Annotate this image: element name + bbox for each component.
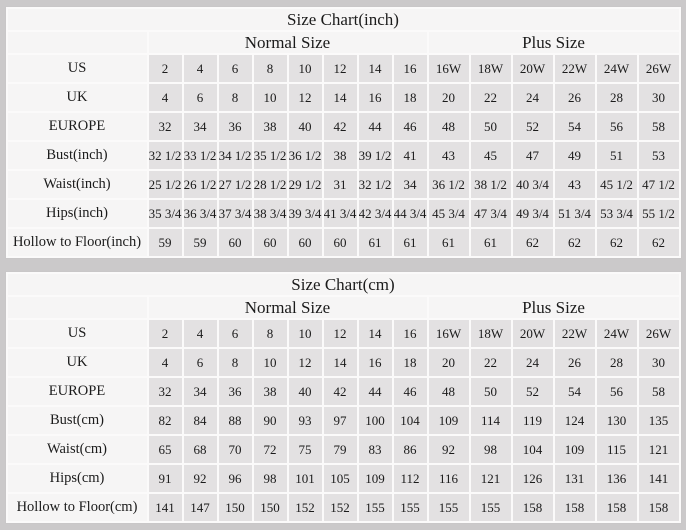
size-cell: 51 [597, 142, 637, 169]
size-cell: 147 [184, 494, 217, 521]
size-cell: 14 [324, 349, 357, 376]
size-cell: 28 [597, 349, 637, 376]
size-cell: 62 [639, 229, 679, 256]
size-cell: 4 [184, 55, 217, 82]
size-cell: 10 [254, 349, 287, 376]
size-cell: 62 [597, 229, 637, 256]
row-label-hips: Hips(inch) [8, 200, 147, 227]
size-cell: 16 [359, 349, 392, 376]
row-label-bust: Bust(cm) [8, 407, 147, 434]
size-cell: 18W [471, 320, 511, 347]
size-cell: 8 [219, 349, 252, 376]
size-cell: 36 [219, 378, 252, 405]
size-cell: 28 [597, 84, 637, 111]
size-cell: 52 [513, 113, 553, 140]
size-cell: 155 [429, 494, 469, 521]
size-cell: 40 [289, 113, 322, 140]
size-cell: 4 [149, 84, 182, 111]
size-cell: 70 [219, 436, 252, 463]
size-cell: 16W [429, 320, 469, 347]
size-cell: 8 [219, 84, 252, 111]
row-label-uk: UK [8, 84, 147, 111]
size-cell: 96 [219, 465, 252, 492]
size-cell: 150 [219, 494, 252, 521]
size-cell: 26W [639, 55, 679, 82]
corner-cell [8, 32, 147, 53]
table-title: Size Chart(inch) [8, 9, 679, 30]
size-cell: 121 [639, 436, 679, 463]
size-cell: 50 [471, 113, 511, 140]
table-title: Size Chart(cm) [8, 274, 679, 295]
row-label-hollow-to-floor: Hollow to Floor(cm) [8, 494, 147, 521]
size-cell: 39 1/2 [359, 142, 392, 169]
size-cell: 14 [359, 55, 392, 82]
size-cell: 38 [254, 378, 287, 405]
size-cell: 36 1/2 [289, 142, 322, 169]
size-cell: 25 1/2 [149, 171, 182, 198]
row-label-us: US [8, 55, 147, 82]
size-cell: 48 [429, 113, 469, 140]
size-cell: 31 [324, 171, 357, 198]
size-cell: 45 [471, 142, 511, 169]
size-cell: 38 [254, 113, 287, 140]
table-row-europe [8, 113, 679, 140]
size-cell: 36 [219, 113, 252, 140]
size-cell: 6 [184, 84, 217, 111]
size-cell: 45 1/2 [597, 171, 637, 198]
size-cell: 93 [289, 407, 322, 434]
size-cell: 42 3/4 [359, 200, 392, 227]
size-cell: 16 [394, 320, 427, 347]
table-row-hollow-to-floor [8, 494, 679, 521]
size-cell: 20 [429, 349, 469, 376]
size-cell: 121 [471, 465, 511, 492]
size-cell: 98 [254, 465, 287, 492]
table-row-hollow-to-floor [8, 229, 679, 256]
size-cell: 38 3/4 [254, 200, 287, 227]
size-cell: 92 [429, 436, 469, 463]
size-cell: 158 [639, 494, 679, 521]
size-cell: 34 [184, 113, 217, 140]
size-cell: 104 [394, 407, 427, 434]
size-cell: 28 1/2 [254, 171, 287, 198]
size-cell: 92 [184, 465, 217, 492]
size-cell: 61 [471, 229, 511, 256]
size-cell: 124 [555, 407, 595, 434]
size-cell: 12 [324, 320, 357, 347]
size-cell: 152 [324, 494, 357, 521]
size-cell: 61 [394, 229, 427, 256]
size-cell: 135 [639, 407, 679, 434]
size-cell: 45 3/4 [429, 200, 469, 227]
size-cell: 47 3/4 [471, 200, 511, 227]
size-cell: 60 [289, 229, 322, 256]
size-cell: 24 [513, 84, 553, 111]
size-cell: 14 [359, 320, 392, 347]
row-label-hollow-to-floor: Hollow to Floor(inch) [8, 229, 147, 256]
size-cell: 30 [639, 84, 679, 111]
group-header-normal: Normal Size [149, 297, 427, 318]
table-row-hips [8, 465, 679, 492]
size-cell: 35 1/2 [254, 142, 287, 169]
table-row-bust [8, 142, 679, 169]
size-cell: 52 [513, 378, 553, 405]
size-cell: 72 [254, 436, 287, 463]
size-cell: 26W [639, 320, 679, 347]
size-cell: 43 [429, 142, 469, 169]
size-cell: 10 [254, 84, 287, 111]
size-cell: 32 1/2 [149, 142, 182, 169]
size-cell: 36 1/2 [429, 171, 469, 198]
size-cell: 68 [184, 436, 217, 463]
size-cell: 6 [184, 349, 217, 376]
size-cell: 48 [429, 378, 469, 405]
size-cell: 38 1/2 [471, 171, 511, 198]
size-cell: 33 1/2 [184, 142, 217, 169]
size-cell: 20W [513, 55, 553, 82]
size-cell: 8 [254, 55, 287, 82]
size-cell: 83 [359, 436, 392, 463]
row-label-europe: EUROPE [8, 378, 147, 405]
size-cell: 26 [555, 349, 595, 376]
table-row-us [8, 55, 679, 82]
size-cell: 42 [324, 378, 357, 405]
size-cell: 119 [513, 407, 553, 434]
size-cell: 22W [555, 55, 595, 82]
size-cell: 42 [324, 113, 357, 140]
size-cell: 12 [289, 84, 322, 111]
row-label-us: US [8, 320, 147, 347]
size-cell: 24W [597, 55, 637, 82]
size-cell: 40 [289, 378, 322, 405]
size-cell: 27 1/2 [219, 171, 252, 198]
size-cell: 4 [149, 349, 182, 376]
table-row-bust [8, 407, 679, 434]
size-cell: 116 [429, 465, 469, 492]
size-cell: 49 3/4 [513, 200, 553, 227]
size-cell: 46 [394, 378, 427, 405]
size-cell: 155 [471, 494, 511, 521]
size-cell: 18 [394, 349, 427, 376]
size-cell: 34 [394, 171, 427, 198]
table-row-waist [8, 436, 679, 463]
size-cell: 90 [254, 407, 287, 434]
size-cell: 34 1/2 [219, 142, 252, 169]
size-cell: 112 [394, 465, 427, 492]
size-cell: 54 [555, 113, 595, 140]
table-row-europe [8, 378, 679, 405]
size-cell: 6 [219, 55, 252, 82]
size-cell: 86 [394, 436, 427, 463]
table-row-uk [8, 84, 679, 111]
size-cell: 100 [359, 407, 392, 434]
size-cell: 58 [639, 378, 679, 405]
table-row-us [8, 320, 679, 347]
size-cell: 37 3/4 [219, 200, 252, 227]
size-cell: 20 [429, 84, 469, 111]
size-cell: 10 [289, 320, 322, 347]
size-cell: 150 [254, 494, 287, 521]
size-cell: 24W [597, 320, 637, 347]
size-cell: 115 [597, 436, 637, 463]
group-header-plus: Plus Size [429, 32, 679, 53]
size-cell: 105 [324, 465, 357, 492]
size-cell: 54 [555, 378, 595, 405]
size-cell: 16W [429, 55, 469, 82]
size-cell: 109 [555, 436, 595, 463]
size-cell: 10 [289, 55, 322, 82]
row-label-bust: Bust(inch) [8, 142, 147, 169]
size-cell: 18 [394, 84, 427, 111]
size-cell: 22 [471, 349, 511, 376]
size-cell: 32 1/2 [359, 171, 392, 198]
size-cell: 58 [639, 113, 679, 140]
size-cell: 104 [513, 436, 553, 463]
size-cell: 130 [597, 407, 637, 434]
size-cell: 44 [359, 113, 392, 140]
size-cell: 44 [359, 378, 392, 405]
size-cell: 155 [394, 494, 427, 521]
size-cell: 24 [513, 349, 553, 376]
size-cell: 4 [184, 320, 217, 347]
size-cell: 60 [219, 229, 252, 256]
size-cell: 8 [254, 320, 287, 347]
size-cell: 152 [289, 494, 322, 521]
size-cell: 47 [513, 142, 553, 169]
corner-cell [8, 297, 147, 318]
size-cell: 88 [219, 407, 252, 434]
size-chart-cm-table [5, 271, 682, 524]
row-label-waist: Waist(cm) [8, 436, 147, 463]
row-label-uk: UK [8, 349, 147, 376]
size-cell: 84 [184, 407, 217, 434]
size-cell: 155 [359, 494, 392, 521]
size-cell: 38 [324, 142, 357, 169]
size-cell: 65 [149, 436, 182, 463]
size-cell: 43 [555, 171, 595, 198]
size-cell: 79 [324, 436, 357, 463]
size-cell: 50 [471, 378, 511, 405]
size-cell: 60 [324, 229, 357, 256]
size-cell: 82 [149, 407, 182, 434]
size-cell: 114 [471, 407, 511, 434]
size-cell: 56 [597, 378, 637, 405]
row-label-hips: Hips(cm) [8, 465, 147, 492]
size-cell: 22 [471, 84, 511, 111]
size-cell: 59 [184, 229, 217, 256]
size-cell: 53 3/4 [597, 200, 637, 227]
size-cell: 109 [359, 465, 392, 492]
table-row-waist [8, 171, 679, 198]
size-cell: 41 3/4 [324, 200, 357, 227]
group-header-normal: Normal Size [149, 32, 427, 53]
size-cell: 131 [555, 465, 595, 492]
size-cell: 53 [639, 142, 679, 169]
size-cell: 20W [513, 320, 553, 347]
size-cell: 12 [289, 349, 322, 376]
size-cell: 59 [149, 229, 182, 256]
size-cell: 26 1/2 [184, 171, 217, 198]
size-cell: 62 [555, 229, 595, 256]
size-cell: 26 [555, 84, 595, 111]
size-cell: 158 [513, 494, 553, 521]
size-cell: 91 [149, 465, 182, 492]
size-cell: 16 [394, 55, 427, 82]
size-cell: 47 1/2 [639, 171, 679, 198]
size-cell: 61 [359, 229, 392, 256]
size-cell: 16 [359, 84, 392, 111]
size-cell: 22W [555, 320, 595, 347]
row-label-waist: Waist(inch) [8, 171, 147, 198]
size-cell: 126 [513, 465, 553, 492]
group-header-plus: Plus Size [429, 297, 679, 318]
size-cell: 44 3/4 [394, 200, 427, 227]
size-cell: 35 3/4 [149, 200, 182, 227]
size-cell: 141 [149, 494, 182, 521]
size-cell: 141 [639, 465, 679, 492]
size-cell: 109 [429, 407, 469, 434]
size-cell: 18W [471, 55, 511, 82]
size-cell: 41 [394, 142, 427, 169]
table-row-uk [8, 349, 679, 376]
size-cell: 40 3/4 [513, 171, 553, 198]
size-cell: 60 [254, 229, 287, 256]
size-cell: 39 3/4 [289, 200, 322, 227]
size-cell: 32 [149, 378, 182, 405]
size-cell: 14 [324, 84, 357, 111]
size-cell: 62 [513, 229, 553, 256]
size-cell: 158 [555, 494, 595, 521]
size-cell: 51 3/4 [555, 200, 595, 227]
size-cell: 2 [149, 320, 182, 347]
size-cell: 36 3/4 [184, 200, 217, 227]
size-cell: 12 [324, 55, 357, 82]
size-cell: 136 [597, 465, 637, 492]
size-chart-inch-table [5, 6, 682, 259]
row-label-europe: EUROPE [8, 113, 147, 140]
size-cell: 61 [429, 229, 469, 256]
size-cell: 34 [184, 378, 217, 405]
size-cell: 49 [555, 142, 595, 169]
size-cell: 32 [149, 113, 182, 140]
size-cell: 98 [471, 436, 511, 463]
size-cell: 29 1/2 [289, 171, 322, 198]
size-cell: 6 [219, 320, 252, 347]
size-cell: 56 [597, 113, 637, 140]
size-cell: 55 1/2 [639, 200, 679, 227]
size-cell: 97 [324, 407, 357, 434]
size-cell: 46 [394, 113, 427, 140]
table-row-hips [8, 200, 679, 227]
size-cell: 75 [289, 436, 322, 463]
size-cell: 30 [639, 349, 679, 376]
size-cell: 158 [597, 494, 637, 521]
size-cell: 2 [149, 55, 182, 82]
size-cell: 101 [289, 465, 322, 492]
